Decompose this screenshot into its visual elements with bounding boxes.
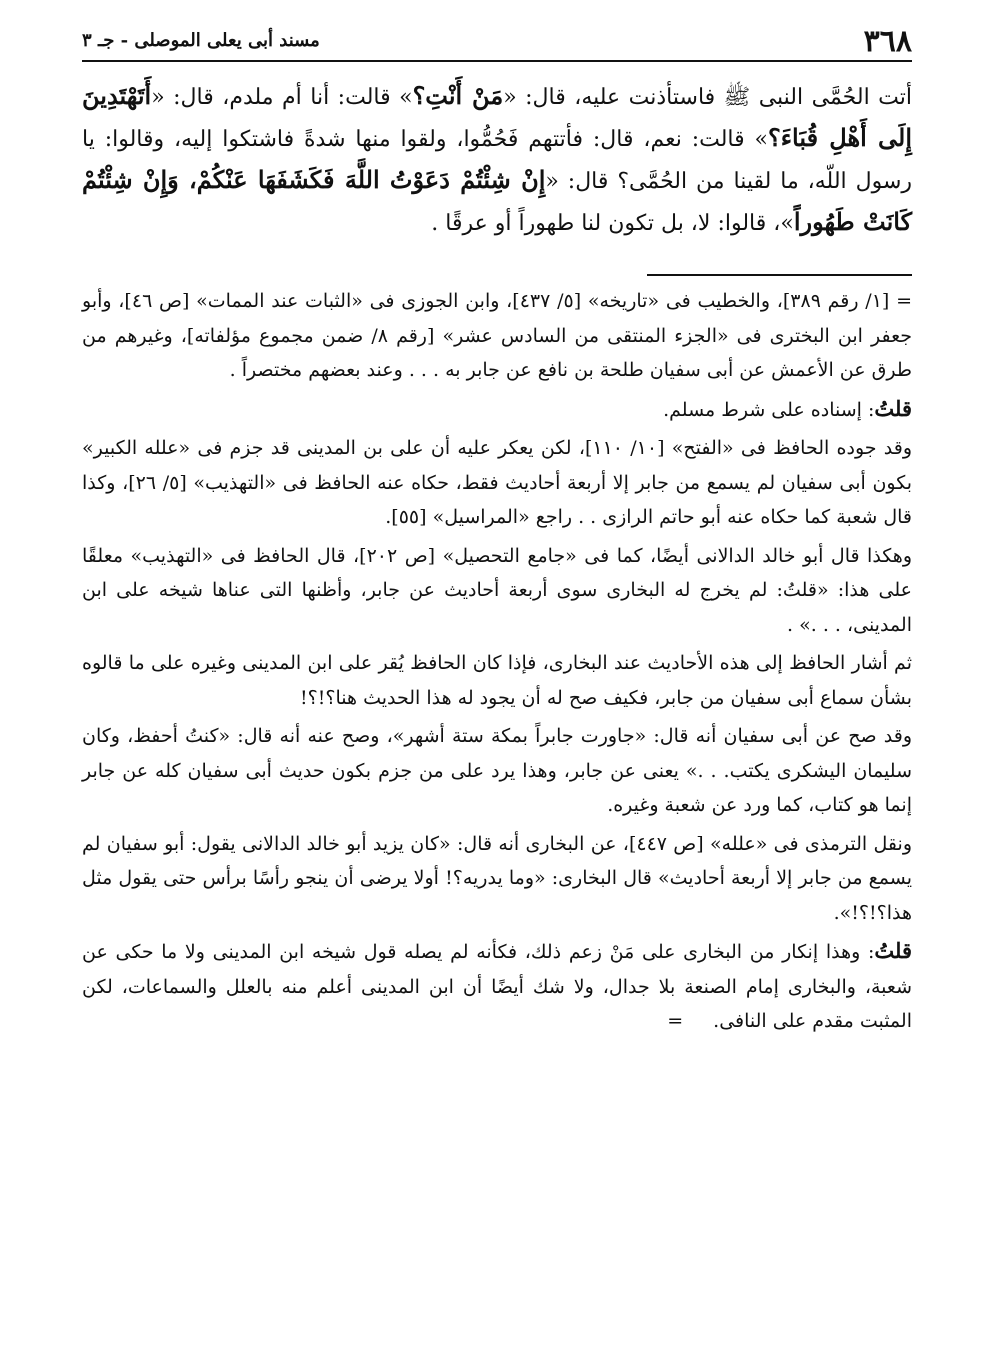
- qultu-label: قلتُ: [874, 395, 912, 421]
- footnote-text: : إسناده على شرط مسلم.: [663, 398, 875, 421]
- hadith-quote: مَنْ أَنْتِ؟: [412, 81, 504, 110]
- main-text-part: »، قالوا: لا، بل تكون لنا طهوراً أو عرقًا .: [431, 211, 794, 236]
- hadith-quote: أَتَهْتَدِينَ إِلَى أَهْلِ قُبَاءَ؟: [82, 81, 912, 152]
- footnote-paragraph: ثم أشار الحافظ إلى هذه الأحاديث عند البخارى، فإذا كان الحافظ يُقر على ابن المدينى وغيره على ما قالوه بشأن سماع أبى سفيان من جابر، فكيف صح له أن يجود له هذا الحديث هنا؟!؟!: [82, 652, 912, 709]
- footnote-paragraph: وهكذا قال أبو خالد الدالانى أيضًا، كما فى «جامع التحصيل» [ص ٢٠٢]، قال الحافظ فى «التهذيب» معلقًا على هذا: «قلتُ: لم يخرج له البخارى سوى أربعة أحاديث عن جابر، وأظنها التى عناها شيخه على ابن المدينى، . . .» .: [82, 544, 912, 636]
- page-header: [82, 20, 912, 62]
- footnote-paragraph: = [١/ رقم ٣٨٩]، والخطيب فى «تاريخه» [٥/ ٤٣٧]، وابن الجوزى فى «الثبات عند الممات» [ص ٤٦]، وأبو جعفر ابن البخترى فى «الجزء المنتقى من السادس عشر» [رقم ٨/ ضمن مجموع مؤلفاته]، وغيرهم من طرق عن الأعمش عن أبى سفيان طلحة بن نافع عن جابر به . . . وعند بعضهم مختصراً .: [82, 290, 913, 381]
- page-number: ٣٦٨: [863, 24, 912, 59]
- hadith-quote: إِنْ شِئْتُمْ دَعَوْتُ اللَّهَ فَكَشَفَهَا عَنْكُمْ، وَإِنْ شِئْتُمْ كَانَتْ طَهُوراً: [82, 165, 912, 236]
- footnote-text: : وهذا إنكار من البخارى على مَنْ زعم ذلك، فكأنه لم يصله قول شيخه ابن المدينى ولا ما حكى عن شعبة، والبخارى إمام الصنعة بلا جدال، ولا شك أيضًا أن ابن المدينى أعلم منه بالعلل والسماعات، لكن المثبت مقدم على النافى.: [82, 941, 912, 1032]
- main-text-part: أتت الحُمَّى النبى ﷺ فاستأذنت عليه، قال: «: [503, 85, 912, 110]
- footnote-paragraph: وقد صح عن أبى سفيان أنه قال: «جاورت جابراً بمكة ستة أشهر»، وصح عنه أنه قال: «كنتُ أحفظ، وكان سليمان اليشكرى يكتب. . .» يعنى عن جابر، وهذا يرد على من جزم بكون حديث أبى سفيان كله عن جابر إنما هو كتاب، كما ورد عن شعبة وغيره.: [82, 725, 912, 816]
- continued-mark: =: [667, 1010, 684, 1032]
- footnote-paragraph: وقد جوده الحافظ فى «الفتح» [١٠/ ١١٠]، لكن يعكر عليه أن على بن المدينى قد جزم فى «علله الكبير» بكون أبى سفيان لم يسمع من جابر إلا أربعة أحاديث فقط، حكاه عنه الحافظ فى «التهذيب» [٥/ ٢٦]، وكذا قال شعبة كما حكاه عنه أبو حاتم الرازى . . راجع «المراسيل» [٥٥].: [82, 437, 913, 528]
- footnotes: [82, 284, 912, 1039]
- footnote-paragraph: [82, 934, 912, 1039]
- running-title: مسند أبى يعلى الموصلى - جـ ٣: [82, 30, 320, 51]
- main-text: [82, 76, 912, 244]
- main-text-part: » قالت: أنا أم ملدم، قال: «: [151, 85, 413, 110]
- qultu-label: قلتُ: [874, 938, 912, 963]
- page: [82, 20, 912, 1043]
- footnote-separator: [647, 274, 912, 276]
- main-text-part: » قالت: نعم، قال: فأتتهم فَحُمُّوا، ولقوا منها شدةً فاشتكوا إليه، وقالوا: يا رسول اللّه، ما لقينا من الحُمَّى؟ قال: «: [82, 127, 913, 194]
- footnote-paragraph: [82, 392, 912, 428]
- footnote-paragraph: ونقل الترمذى فى «علله» [ص ٤٤٧]، عن البخارى أنه قال: «كان يزيد أبو خالد الدالانى يقول: أبو سفيان لم يسمع من جابر إلا أربعة أحاديث» قال البخارى: «وما يدريه؟! أولا يرضى أن ينجو رأسًا برأس حتى يقول مثل هذا؟!؟!».: [82, 832, 912, 924]
